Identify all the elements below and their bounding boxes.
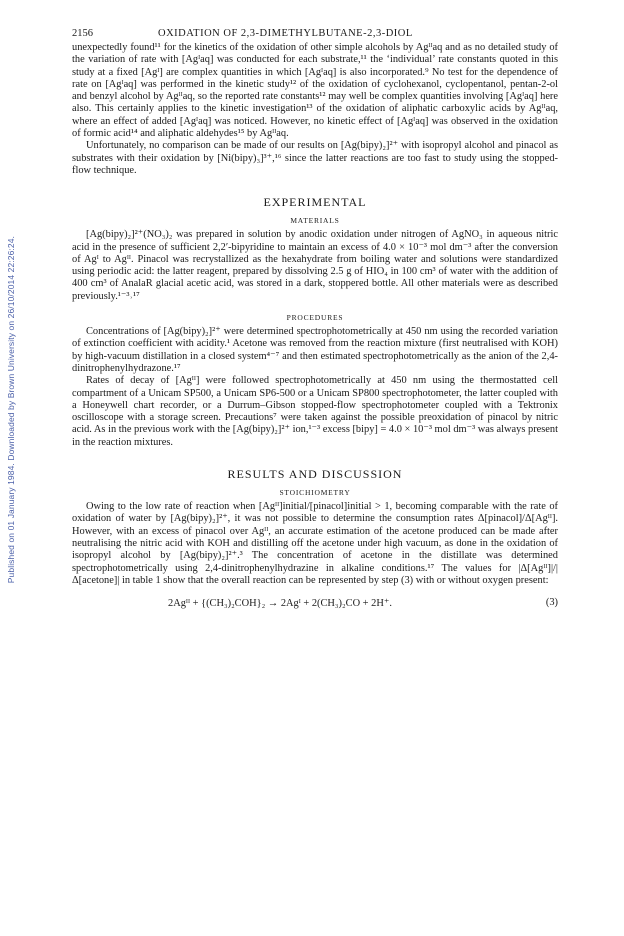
stoichiometry-paragraph: Owing to the low rate of reaction when [Agᴵᴵ]initial/[pinacol]initial > 1, becoming comparable with the rate of oxidation of water by [Ag(bipy)₂]²⁺, it was not possible to determine the consumption rates Δ[pinacol]/Δ[Agᴵᴵ]. However, with an excess of pinacol over Agᴵᴵ, an accurate estimation of the acetone produced can be made after neutralising the nitric acid with KOH and distilling off the acetone under high vacuum, as done in the oxidation of isopropyl alcohol by [Ag(bipy)₂]²⁺.³ The concentration of acetone in the distillate was determined spectrophotometrically using 2,4-dinitrophenylhydrazine in alkaline conditions.¹⁷ The values for |Δ[Agᴵᴵ]|/|Δ[acetone]| in table 1 show that the overall reaction can be represented by step (3) with or without oxygen present: bbox=[72, 501, 558, 586]
intro-paragraph-1: unexpectedly found¹¹ for the kinetics of the oxidation of other simple alcohols by Agᴵᴵaq and as no detailed study of the variation of rate with [Agᴵaq] was conducted for each substrate,¹¹ the ‘individual’ rate constants quoted in this study at a fixed [Agᴵ] are complex quantities in which [Agᴵaq] is also incorporated.⁹ No test for the dependence of rate on [Agᴵaq] was performed in the kinetic study¹² of the oxidation of cyclohexanol, cyclopentanol, pentan-2-ol and benzyl alcohol by Agᴵᴵaq, so the reported rate constants¹² may well be complex quantities involving [Agᴵaq] here also. This certainly applies to the kinetic investigation¹³ of the oxidation of aliphatic carboxylic acids by Agᴵᴵaq, where an effect of added [Agᴵaq] was noticed. However, no kinetic effect of [Agᴵaq] was observed in the oxidation of formic acid¹⁴ and aliphatic aldehydes¹⁵ by Agᴵᴵaq. bbox=[72, 42, 558, 140]
download-watermark-text: Published on 01 January 1984. Downloaded by Brown University on 26/10/2014 22:26:24. bbox=[6, 236, 16, 584]
equation-number: (3) bbox=[545, 597, 558, 609]
procedures-paragraph-2: Rates of decay of [Agᴵᴵ] were followed spectrophotometrically at 450 nm using the thermostatted cell compartment of a Unicam SP500, a Unicam SP6-500 or a Unicam SP800 spectrophotometer, the latter coupled with a Honeywell chart recorder, or a Durrum–Gibson stopped-flow spectrophotometer coupled with a Tektronix oscilloscope with a storage screen. Precautions⁷ were taken against the possible preoxidation of pinacol by nitric acid. As in the previous work with the [Ag(bipy)₂]²⁺ ion,¹⁻³ excess [bipy] = 4.0 × 10⁻³ mol dm⁻³ was always present in the reaction mixtures. bbox=[72, 375, 559, 448]
intro-paragraph-2: Unfortunately, no comparison can be made of our results on [Ag(bipy)₂]²⁺ with isopropyl alcohol and pinacol as substrates with their oxidation by [Ni(bipy)₃]³⁺,¹⁶ since the latter reactions are too fast to study using the stopped-flow technique. bbox=[72, 140, 558, 176]
equation-3 bbox=[72, 597, 558, 609]
running-title: OXIDATION OF 2,3-DIMETHYLBUTANE-2,3-DIOL bbox=[158, 28, 413, 39]
running-header bbox=[72, 28, 558, 39]
experimental-heading: EXPERIMENTAL bbox=[263, 195, 367, 210]
materials-heading: MATERIALS bbox=[290, 216, 340, 226]
page-number: 2156 bbox=[72, 28, 93, 39]
stoichiometry-heading: STOICHIOMETRY bbox=[279, 488, 351, 498]
download-watermark bbox=[4, 150, 18, 670]
paper-page bbox=[72, 28, 558, 609]
procedures-heading: PROCEDURES bbox=[286, 313, 344, 323]
procedures-paragraph-1: Concentrations of [Ag(bipy)₂]²⁺ were determined spectrophotometrically at 450 nm using the recorded variation of extinction coefficient with acidity.¹ Acetone was removed from the reaction mixture (first neutralised with KOH) by high-vacuum distillation in a closed system⁴⁻⁷ and then estimated spectrophotometrically as the anion of the 2,4-dinitrophenylhydrazone.¹⁷ bbox=[72, 326, 558, 374]
equation-text: 2Agᴵᴵ + {(CH₃)₂COH}₂ → 2Agᴵ + 2(CH₃)₂CO + 2H⁺. bbox=[168, 598, 392, 610]
results-heading: RESULTS AND DISCUSSION bbox=[227, 467, 403, 482]
materials-paragraph: [Ag(bipy)₂]²⁺(NO₃)₂ was prepared in solution by anodic oxidation under nitrogen of AgNO₃ in aqueous nitric acid in the presence of sufficient 2,2′-bipyridine to maintain an excess of 4.0 × 10⁻³ mol dm⁻³ after the conversion of Agᴵ to Agᴵᴵ. Pinacol was recrystallized as the hexahydrate from boiling water and solutions were standardized using periodic acid: the latter reagent, prepared by dissolving 2.5 g of HIO₄ in 100 cm³ of water with the addition of 400 cm³ of AnalaR glacial acetic acid, was stored in a dark, stoppered bottle. All other materials were as described previously.¹⁻³˒¹⁷ bbox=[72, 229, 558, 302]
